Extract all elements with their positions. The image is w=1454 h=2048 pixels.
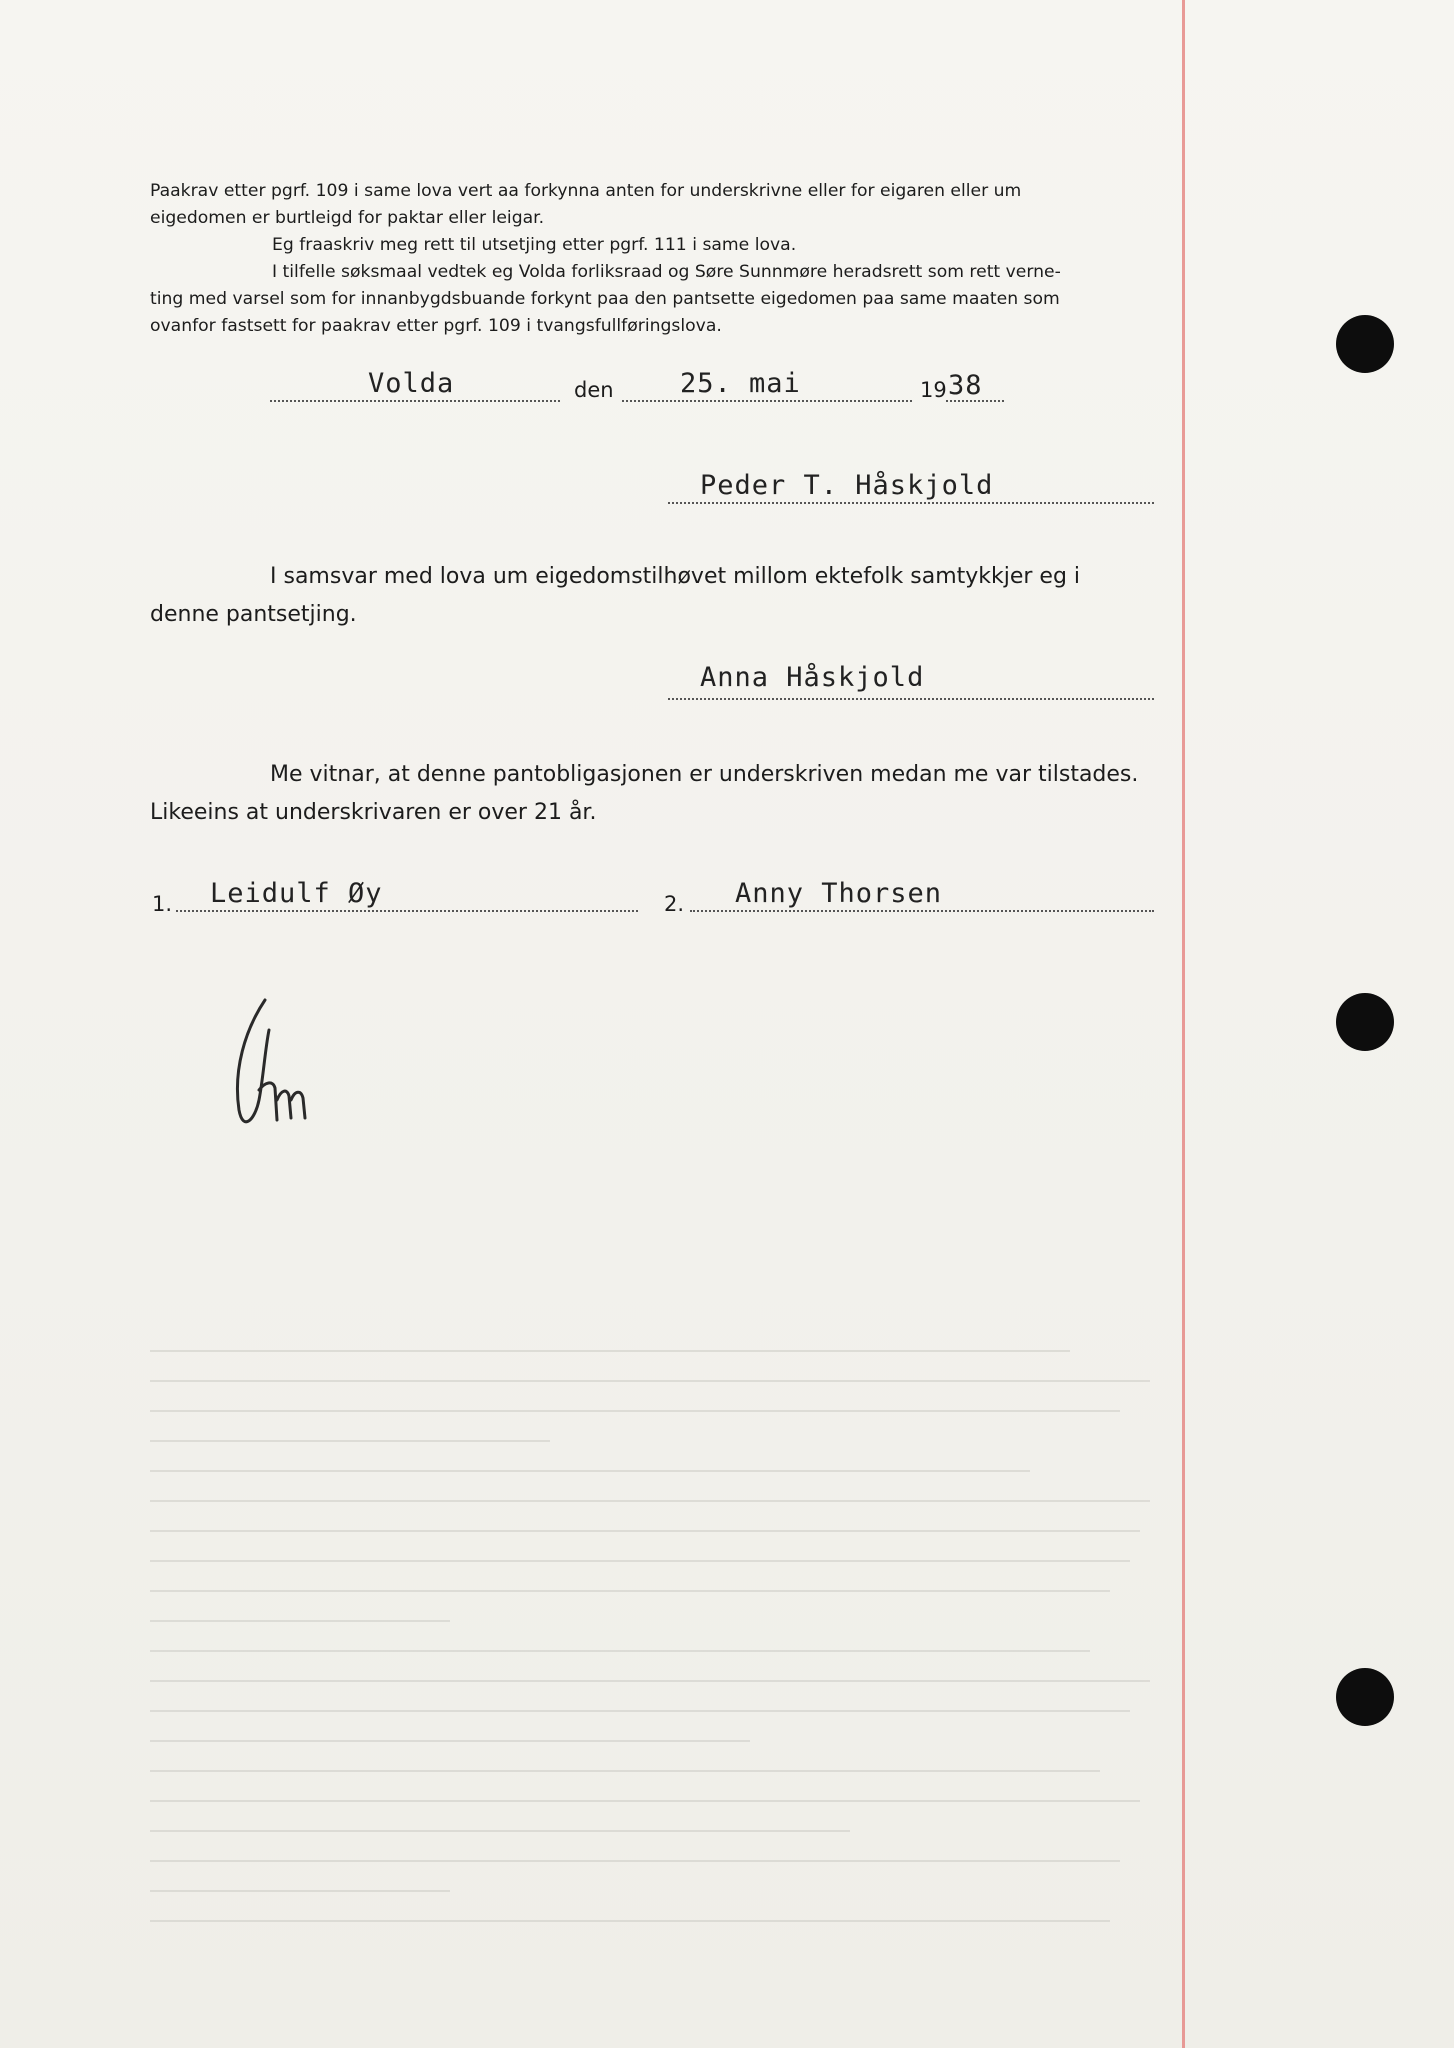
witness-statement — [150, 756, 1160, 832]
jurisdiction-line: ovanfor fastsett for paakrav etter pgrf. 109 i tvangsfullføringslova. — [150, 316, 722, 336]
terms-line: Paakrav etter pgrf. 109 i same lova vert aa forkynna anten for underskrivne eller for eigaren eller um — [150, 181, 1022, 201]
witness-statement-line: Me vitnar, at denne pantobligasjonen er underskriven medan me var tilstades. — [270, 762, 1139, 787]
debtor-signature-line — [668, 502, 1154, 504]
consent-line: I samsvar med lova um eigedomstilhøvet millom ektefolk samtykkjer eg i — [270, 564, 1081, 589]
witness-1-number: 1. — [152, 892, 173, 916]
punch-hole-top — [1336, 315, 1394, 373]
punch-hole-middle — [1336, 993, 1394, 1051]
consent-line: denne pantsetjing. — [150, 602, 357, 627]
place-dotted-line — [270, 400, 560, 402]
jurisdiction-line: ting med varsel som for innanbygdsbuande forkynt paa den pantsette eigedomen paa same maaten som — [150, 289, 1060, 309]
year-dotted-line — [946, 400, 1004, 402]
spouse-signature: Anna Håskjold — [700, 662, 925, 693]
witness-2-name: Anny Thorsen — [735, 878, 943, 909]
red-margin-rule — [1182, 0, 1185, 2048]
jurisdiction-line: I tilfelle søksmaal vedtek eg Volda forliksraad og Søre Sunnmøre heradsrett som rett verne- — [272, 262, 1061, 282]
date-value: 25. mai — [680, 368, 801, 399]
handwritten-initials — [225, 990, 315, 1140]
witness-2-number: 2. — [664, 892, 685, 916]
place-value: Volda — [368, 368, 455, 399]
debtor-signature: Peder T. Håskjold — [700, 470, 994, 501]
spouse-consent-text — [150, 558, 1160, 634]
terms-line: eigedomen er burtleigd for paktar eller leigar. — [150, 208, 545, 228]
witness-1-name: Leidulf Øy — [210, 878, 383, 909]
date-dotted-line — [622, 400, 912, 402]
witness-statement-line: Likeeins at underskrivaren er over 21 år. — [150, 800, 597, 825]
bleed-through-text — [150, 1350, 1150, 1950]
waiver-line: Eg fraaskriv meg rett til utsetjing etter pgrf. 111 i same lova. — [272, 235, 797, 255]
year-prefix: 19 — [920, 378, 947, 402]
den-label: den — [574, 378, 614, 402]
punch-hole-bottom — [1336, 1668, 1394, 1726]
year-suffix: 38 — [948, 370, 983, 401]
witness-1-line — [176, 910, 638, 912]
witness-2-line — [690, 910, 1154, 912]
spouse-signature-line — [668, 698, 1154, 700]
legal-terms-paragraph — [150, 178, 1156, 340]
